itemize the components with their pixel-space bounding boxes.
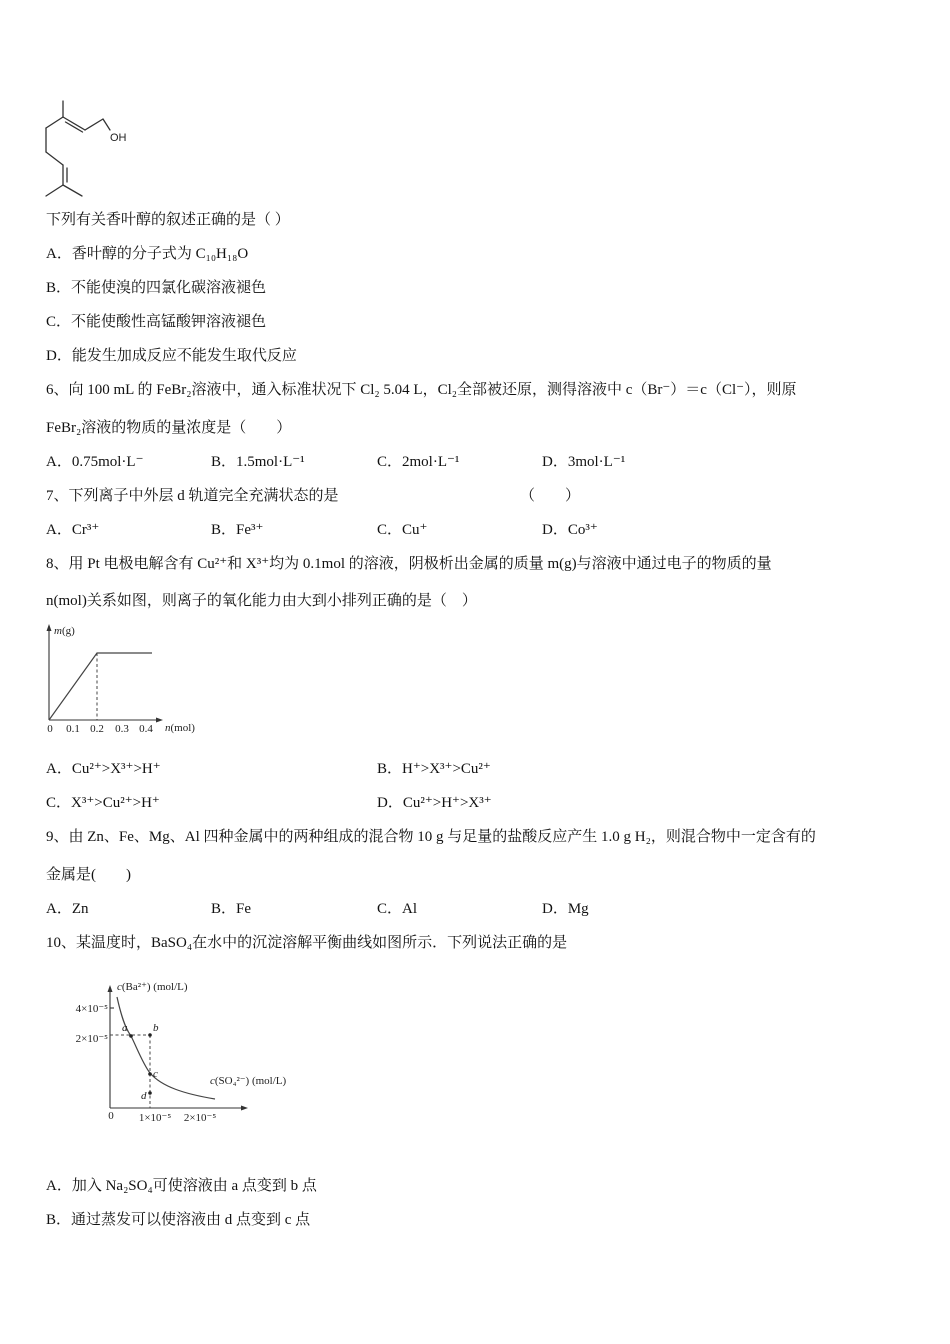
q7-option-d: D．Co³⁺ — [542, 522, 598, 538]
q10-point-a — [129, 1034, 133, 1038]
q9-option-d: D．Mg — [542, 901, 589, 917]
q8-x-tick-2: 0.2 — [90, 723, 104, 735]
q5-option-c: C．不能使酸性高锰酸钾溶液褪色 — [46, 314, 267, 330]
q7-option-a: A．Cr³⁺ — [46, 522, 100, 538]
chain-bond-left-upper — [46, 117, 63, 128]
chain-bond-right — [85, 119, 103, 130]
q9-stem-line1: 9、由 Zn、Fe、Mg、Al 四种金属中的两种组成的混合物 10 g 与足量的盐酸反应产生 1.0 g H₂，则混合物中一定含有的 — [46, 829, 816, 845]
q10-x-axis-arrow — [241, 1106, 248, 1111]
q10-y-axis-arrow — [108, 985, 113, 992]
q9-option-b: B．Fe — [211, 901, 252, 917]
q8-x-tick-0: 0 — [47, 723, 53, 735]
q7-option-b: B．Fe³⁺ — [211, 522, 264, 538]
q8-option-b: B．H⁺>X³⁺>Cu²⁺ — [377, 761, 491, 777]
q10-point-c — [148, 1072, 152, 1076]
q10-x-label-var: c — [210, 1075, 215, 1087]
q6-stem-line1: 6、向 100 mL 的 FeBr₂溶液中，通入标准状况下 Cl₂ 5.04 L，Cl₂全部被还原，测得溶液中 c（Br⁻）＝c（Cl⁻），则原 — [46, 382, 797, 398]
double-bond-outer — [63, 117, 85, 130]
q10-stem: 10、某温度时，BaSO₄在水中的沉淀溶解平衡曲线如图所示．下列说法正确的是 — [46, 935, 568, 951]
q6-option-c: C．2mol·L⁻¹ — [377, 454, 460, 470]
q6-option-b: B．1.5mol·L⁻¹ — [211, 454, 305, 470]
q10-x-tick-1: 1×10⁻⁵ — [138, 1112, 172, 1124]
q8-y-label-unit: (g) — [61, 625, 75, 637]
q10-point-c-label: c — [153, 1068, 158, 1080]
q7-stem: 7、下列离子中外层 d 轨道完全充满状态的是 — [46, 488, 339, 504]
q5-option-d: D．能发生加成反应不能发生取代反应 — [46, 348, 297, 364]
q8-option-d: D．Cu²⁺>H⁺>X³⁺ — [377, 795, 492, 811]
q7-option-c: C．Cu⁺ — [377, 522, 428, 538]
q10-point-a-label: a — [122, 1022, 128, 1034]
q10-x-tick-0: 0 — [108, 1110, 114, 1122]
q8-x-label-var: n — [165, 722, 171, 734]
q9-option-a: A．Zn — [46, 901, 89, 917]
q10-x-label — [210, 1075, 287, 1087]
q8-y-label — [54, 625, 75, 637]
q9-option-c: C．Al — [377, 901, 418, 917]
q6-option-d: D．3mol·L⁻¹ — [542, 454, 626, 470]
q8-mass-line — [49, 653, 152, 720]
q8-stem-line2: n(mol)关系如图，则离子的氧化能力由大到小排列正确的是（ ） — [46, 593, 477, 609]
q10-equilibrium-curve — [117, 997, 215, 1099]
oh-bond — [103, 119, 110, 130]
q10-point-b-label: b — [153, 1022, 159, 1034]
q10-option-b: B．通过蒸发可以使溶液由 d 点变到 c 点 — [46, 1212, 311, 1228]
methyl-bond-left — [46, 185, 63, 196]
q10-x-label-rest: (SO₄²⁻) (mol/L) — [214, 1075, 287, 1087]
q5-option-b: B．不能使溴的四氯化碳溶液褪色 — [46, 280, 267, 296]
q6-option-a: A．0.75mol·L⁻ — [46, 454, 144, 470]
q10-point-d — [148, 1091, 152, 1095]
q8-x-axis-arrow — [156, 718, 163, 723]
q8-y-axis-arrow — [47, 624, 52, 631]
q9-stem-line2: 金属是( ) — [46, 867, 131, 883]
q8-x-tick-1: 0.1 — [66, 723, 80, 735]
q10-y-tick-0: 4×10⁻⁵ — [75, 1003, 108, 1015]
q10-point-b — [148, 1033, 152, 1037]
q8-y-label-var: m — [54, 625, 62, 637]
q5-option-a: A．香叶醇的分子式为 C₁₀H₁₈O — [46, 246, 249, 262]
q10-y-label-var: c — [117, 981, 122, 993]
chain-bond-lower — [46, 152, 63, 165]
geraniol-structure — [38, 95, 138, 203]
q6-stem-line2: FeBr₂溶液的物质的量浓度是（ ） — [46, 420, 292, 436]
q7-answer-blank: （ ） — [520, 488, 581, 504]
q10-option-a: A．加入 Na₂SO₄可使溶液由 a 点变到 b 点 — [46, 1178, 317, 1194]
q10-point-d-label: d — [141, 1090, 147, 1102]
q5-stem: 下列有关香叶醇的叙述正确的是（ ） — [46, 212, 290, 228]
q8-option-a: A．Cu²⁺>X³⁺>H⁺ — [46, 761, 161, 777]
q10-x-tick-2: 2×10⁻⁵ — [183, 1112, 217, 1124]
q10-y-tick-1: 2×10⁻⁵ — [75, 1033, 108, 1045]
q8-stem-line1: 8、用 Pt 电极电解含有 Cu²⁺和 X³⁺均为 0.1mol 的溶液，阴极析出金属的质量 m(g)与溶液中通过电子的物质的量 — [46, 556, 772, 572]
methyl-bond-right — [63, 185, 82, 196]
q10-y-label-rest: (Ba²⁺) (mol/L) — [121, 981, 188, 993]
q8-x-label — [165, 722, 195, 734]
oh-label: OH — [110, 132, 127, 144]
q8-graph — [38, 616, 210, 740]
q10-y-label — [117, 981, 188, 993]
q8-x-tick-4: 0.4 — [139, 723, 153, 735]
q8-x-tick-3: 0.3 — [115, 723, 129, 735]
q8-x-label-unit: (mol) — [170, 722, 195, 734]
q10-graph — [55, 970, 330, 1130]
q8-option-c: C．X³⁺>Cu²⁺>H⁺ — [46, 795, 160, 811]
